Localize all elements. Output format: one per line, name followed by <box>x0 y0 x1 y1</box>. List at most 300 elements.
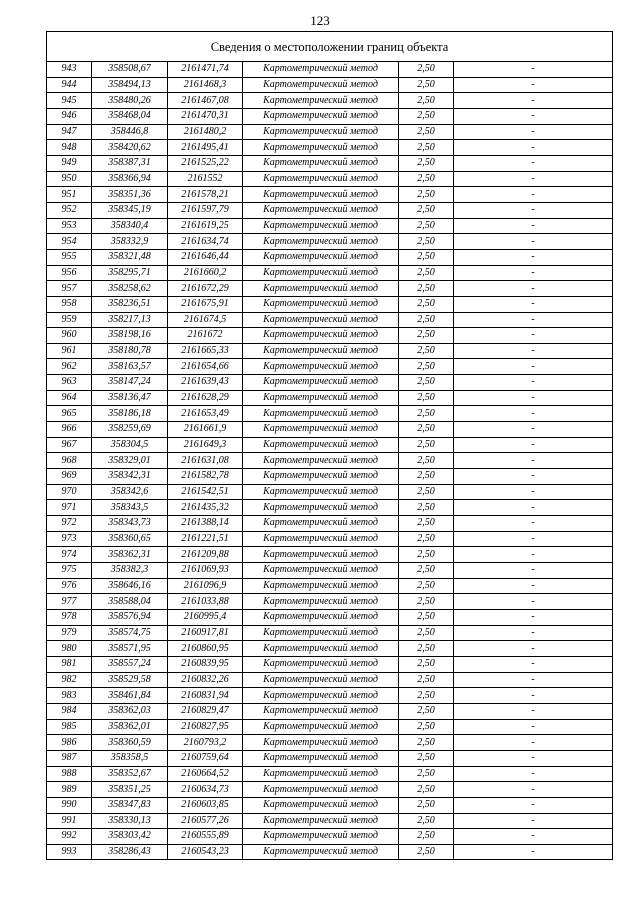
y-coordinate-cell: 2160603,85 <box>168 797 243 813</box>
note-cell: - <box>454 766 613 782</box>
method-cell: Картометрический метод <box>243 171 399 187</box>
accuracy-cell: 2,50 <box>399 265 454 281</box>
accuracy-cell: 2,50 <box>399 312 454 328</box>
point-number-cell: 975 <box>47 563 92 579</box>
accuracy-cell: 2,50 <box>399 703 454 719</box>
note-cell: - <box>454 609 613 625</box>
y-coordinate-cell: 2161634,74 <box>168 234 243 250</box>
method-cell: Картометрический метод <box>243 328 399 344</box>
table-title-row <box>47 32 613 62</box>
point-number-cell: 968 <box>47 453 92 469</box>
note-cell: - <box>454 343 613 359</box>
accuracy-cell: 2,50 <box>399 249 454 265</box>
accuracy-cell: 2,50 <box>399 202 454 218</box>
point-number-cell: 963 <box>47 375 92 391</box>
accuracy-cell: 2,50 <box>399 234 454 250</box>
accuracy-cell: 2,50 <box>399 187 454 203</box>
point-number-cell: 947 <box>47 124 92 140</box>
y-coordinate-cell: 2161468,3 <box>168 77 243 93</box>
y-coordinate-cell: 2161665,33 <box>168 343 243 359</box>
x-coordinate-cell: 358588,04 <box>92 594 168 610</box>
point-number-cell: 949 <box>47 155 92 171</box>
method-cell: Картометрический метод <box>243 265 399 281</box>
table-row <box>47 422 613 438</box>
x-coordinate-cell: 358286,43 <box>92 844 168 860</box>
note-cell: - <box>454 187 613 203</box>
y-coordinate-cell: 2161552 <box>168 171 243 187</box>
table-row <box>47 281 613 297</box>
note-cell: - <box>454 719 613 735</box>
note-cell: - <box>454 296 613 312</box>
method-cell: Картометрический метод <box>243 641 399 657</box>
table-row <box>47 469 613 485</box>
y-coordinate-cell: 2160995,4 <box>168 609 243 625</box>
method-cell: Картометрический метод <box>243 625 399 641</box>
table-row <box>47 390 613 406</box>
y-coordinate-cell: 2161597,79 <box>168 202 243 218</box>
point-number-cell: 952 <box>47 202 92 218</box>
table-row <box>47 265 613 281</box>
method-cell: Картометрический метод <box>243 516 399 532</box>
x-coordinate-cell: 358304,5 <box>92 437 168 453</box>
x-coordinate-cell: 358347,83 <box>92 797 168 813</box>
accuracy-cell: 2,50 <box>399 108 454 124</box>
note-cell: - <box>454 594 613 610</box>
y-coordinate-cell: 2161675,91 <box>168 296 243 312</box>
x-coordinate-cell: 358557,24 <box>92 656 168 672</box>
y-coordinate-cell: 2161069,93 <box>168 563 243 579</box>
note-cell: - <box>454 234 613 250</box>
x-coordinate-cell: 358163,57 <box>92 359 168 375</box>
table-row <box>47 187 613 203</box>
accuracy-cell: 2,50 <box>399 171 454 187</box>
method-cell: Картометрический метод <box>243 343 399 359</box>
x-coordinate-cell: 358387,31 <box>92 155 168 171</box>
method-cell: Картометрический метод <box>243 108 399 124</box>
y-coordinate-cell: 2160832,26 <box>168 672 243 688</box>
point-number-cell: 992 <box>47 829 92 845</box>
x-coordinate-cell: 358360,65 <box>92 531 168 547</box>
table-row <box>47 328 613 344</box>
method-cell: Картометрический метод <box>243 124 399 140</box>
point-number-cell: 983 <box>47 688 92 704</box>
y-coordinate-cell: 2161661,9 <box>168 422 243 438</box>
y-coordinate-cell: 2161672,29 <box>168 281 243 297</box>
y-coordinate-cell: 2160839,95 <box>168 656 243 672</box>
x-coordinate-cell: 358330,13 <box>92 813 168 829</box>
x-coordinate-cell: 358382,3 <box>92 563 168 579</box>
accuracy-cell: 2,50 <box>399 531 454 547</box>
note-cell: - <box>454 797 613 813</box>
method-cell: Картометрический метод <box>243 688 399 704</box>
table-row <box>47 77 613 93</box>
x-coordinate-cell: 358340,4 <box>92 218 168 234</box>
method-cell: Картометрический метод <box>243 719 399 735</box>
x-coordinate-cell: 358342,31 <box>92 469 168 485</box>
x-coordinate-cell: 358329,01 <box>92 453 168 469</box>
method-cell: Картометрический метод <box>243 609 399 625</box>
accuracy-cell: 2,50 <box>399 140 454 156</box>
note-cell: - <box>454 782 613 798</box>
note-cell: - <box>454 563 613 579</box>
method-cell: Картометрический метод <box>243 140 399 156</box>
point-number-cell: 969 <box>47 469 92 485</box>
method-cell: Картометрический метод <box>243 281 399 297</box>
accuracy-cell: 2,50 <box>399 688 454 704</box>
x-coordinate-cell: 358360,59 <box>92 735 168 751</box>
y-coordinate-cell: 2160831,94 <box>168 688 243 704</box>
note-cell: - <box>454 249 613 265</box>
table-row <box>47 703 613 719</box>
note-cell: - <box>454 77 613 93</box>
note-cell: - <box>454 328 613 344</box>
point-number-cell: 971 <box>47 500 92 516</box>
note-cell: - <box>454 218 613 234</box>
accuracy-cell: 2,50 <box>399 328 454 344</box>
table-row <box>47 813 613 829</box>
note-cell: - <box>454 484 613 500</box>
table-row <box>47 62 613 78</box>
note-cell: - <box>454 735 613 751</box>
y-coordinate-cell: 2160634,73 <box>168 782 243 798</box>
table-row <box>47 563 613 579</box>
y-coordinate-cell: 2161654,66 <box>168 359 243 375</box>
method-cell: Картометрический метод <box>243 469 399 485</box>
table-row <box>47 797 613 813</box>
table-row <box>47 516 613 532</box>
method-cell: Картометрический метод <box>243 422 399 438</box>
point-number-cell: 960 <box>47 328 92 344</box>
point-number-cell: 970 <box>47 484 92 500</box>
note-cell: - <box>454 422 613 438</box>
table-row <box>47 108 613 124</box>
y-coordinate-cell: 2160827,95 <box>168 719 243 735</box>
y-coordinate-cell: 2161495,41 <box>168 140 243 156</box>
accuracy-cell: 2,50 <box>399 844 454 860</box>
y-coordinate-cell: 2160555,89 <box>168 829 243 845</box>
y-coordinate-cell: 2161653,49 <box>168 406 243 422</box>
point-number-cell: 965 <box>47 406 92 422</box>
accuracy-cell: 2,50 <box>399 453 454 469</box>
y-coordinate-cell: 2161221,51 <box>168 531 243 547</box>
table-row <box>47 782 613 798</box>
point-number-cell: 943 <box>47 62 92 78</box>
y-coordinate-cell: 2161578,21 <box>168 187 243 203</box>
table-row <box>47 829 613 845</box>
method-cell: Картометрический метод <box>243 390 399 406</box>
x-coordinate-cell: 358259,69 <box>92 422 168 438</box>
x-coordinate-cell: 358366,94 <box>92 171 168 187</box>
table-row <box>47 312 613 328</box>
point-number-cell: 951 <box>47 187 92 203</box>
y-coordinate-cell: 2161096,9 <box>168 578 243 594</box>
note-cell: - <box>454 578 613 594</box>
method-cell: Картометрический метод <box>243 484 399 500</box>
accuracy-cell: 2,50 <box>399 281 454 297</box>
table-row <box>47 844 613 860</box>
point-number-cell: 990 <box>47 797 92 813</box>
accuracy-cell: 2,50 <box>399 62 454 78</box>
note-cell: - <box>454 155 613 171</box>
note-cell: - <box>454 829 613 845</box>
method-cell: Картометрический метод <box>243 829 399 845</box>
table-row <box>47 531 613 547</box>
table-row <box>47 124 613 140</box>
point-number-cell: 945 <box>47 93 92 109</box>
point-number-cell: 961 <box>47 343 92 359</box>
point-number-cell: 966 <box>47 422 92 438</box>
page-number: 123 <box>310 13 330 28</box>
y-coordinate-cell: 2161470,31 <box>168 108 243 124</box>
accuracy-cell: 2,50 <box>399 609 454 625</box>
note-cell: - <box>454 703 613 719</box>
point-number-cell: 955 <box>47 249 92 265</box>
accuracy-cell: 2,50 <box>399 750 454 766</box>
accuracy-cell: 2,50 <box>399 719 454 735</box>
note-cell: - <box>454 813 613 829</box>
method-cell: Картометрический метод <box>243 312 399 328</box>
x-coordinate-cell: 358571,95 <box>92 641 168 657</box>
method-cell: Картометрический метод <box>243 249 399 265</box>
y-coordinate-cell: 2160759,64 <box>168 750 243 766</box>
note-cell: - <box>454 375 613 391</box>
accuracy-cell: 2,50 <box>399 547 454 563</box>
point-number-cell: 977 <box>47 594 92 610</box>
x-coordinate-cell: 358345,19 <box>92 202 168 218</box>
table-row <box>47 641 613 657</box>
method-cell: Картометрический метод <box>243 797 399 813</box>
note-cell: - <box>454 641 613 657</box>
note-cell: - <box>454 108 613 124</box>
method-cell: Картометрический метод <box>243 202 399 218</box>
x-coordinate-cell: 358303,42 <box>92 829 168 845</box>
accuracy-cell: 2,50 <box>399 735 454 751</box>
note-cell: - <box>454 124 613 140</box>
note-cell: - <box>454 469 613 485</box>
method-cell: Картометрический метод <box>243 155 399 171</box>
method-cell: Картометрический метод <box>243 531 399 547</box>
y-coordinate-cell: 2161639,43 <box>168 375 243 391</box>
table-row <box>47 375 613 391</box>
method-cell: Картометрический метод <box>243 672 399 688</box>
point-number-cell: 987 <box>47 750 92 766</box>
table-row <box>47 766 613 782</box>
x-coordinate-cell: 358358,5 <box>92 750 168 766</box>
y-coordinate-cell: 2161628,29 <box>168 390 243 406</box>
accuracy-cell: 2,50 <box>399 406 454 422</box>
note-cell: - <box>454 844 613 860</box>
accuracy-cell: 2,50 <box>399 563 454 579</box>
y-coordinate-cell: 2161619,25 <box>168 218 243 234</box>
table-row <box>47 625 613 641</box>
table-row <box>47 437 613 453</box>
point-number-cell: 980 <box>47 641 92 657</box>
y-coordinate-cell: 2160860,95 <box>168 641 243 657</box>
table-row <box>47 578 613 594</box>
table-row <box>47 140 613 156</box>
table-row <box>47 202 613 218</box>
point-number-cell: 959 <box>47 312 92 328</box>
y-coordinate-cell: 2160543,23 <box>168 844 243 860</box>
note-cell: - <box>454 688 613 704</box>
boundary-coordinates-table <box>46 31 613 860</box>
note-cell: - <box>454 202 613 218</box>
note-cell: - <box>454 390 613 406</box>
x-coordinate-cell: 358646,16 <box>92 578 168 594</box>
x-coordinate-cell: 358236,51 <box>92 296 168 312</box>
method-cell: Картометрический метод <box>243 218 399 234</box>
accuracy-cell: 2,50 <box>399 797 454 813</box>
table-row <box>47 406 613 422</box>
method-cell: Картометрический метод <box>243 406 399 422</box>
point-number-cell: 979 <box>47 625 92 641</box>
note-cell: - <box>454 62 613 78</box>
y-coordinate-cell: 2161674,5 <box>168 312 243 328</box>
accuracy-cell: 2,50 <box>399 484 454 500</box>
note-cell: - <box>454 93 613 109</box>
point-number-cell: 962 <box>47 359 92 375</box>
note-cell: - <box>454 750 613 766</box>
accuracy-cell: 2,50 <box>399 124 454 140</box>
accuracy-cell: 2,50 <box>399 390 454 406</box>
note-cell: - <box>454 281 613 297</box>
point-number-cell: 984 <box>47 703 92 719</box>
accuracy-cell: 2,50 <box>399 516 454 532</box>
method-cell: Картометрический метод <box>243 93 399 109</box>
accuracy-cell: 2,50 <box>399 829 454 845</box>
note-cell: - <box>454 437 613 453</box>
note-cell: - <box>454 453 613 469</box>
y-coordinate-cell: 2161033,88 <box>168 594 243 610</box>
accuracy-cell: 2,50 <box>399 641 454 657</box>
x-coordinate-cell: 358362,03 <box>92 703 168 719</box>
x-coordinate-cell: 358494,13 <box>92 77 168 93</box>
method-cell: Картометрический метод <box>243 578 399 594</box>
table-row <box>47 249 613 265</box>
y-coordinate-cell: 2160917,81 <box>168 625 243 641</box>
note-cell: - <box>454 656 613 672</box>
point-number-cell: 974 <box>47 547 92 563</box>
note-cell: - <box>454 171 613 187</box>
table-row <box>47 296 613 312</box>
method-cell: Картометрический метод <box>243 234 399 250</box>
table-row <box>47 547 613 563</box>
accuracy-cell: 2,50 <box>399 672 454 688</box>
method-cell: Картометрический метод <box>243 500 399 516</box>
point-number-cell: 985 <box>47 719 92 735</box>
method-cell: Картометрический метод <box>243 359 399 375</box>
point-number-cell: 950 <box>47 171 92 187</box>
point-number-cell: 967 <box>47 437 92 453</box>
table-row <box>47 359 613 375</box>
x-coordinate-cell: 358362,01 <box>92 719 168 735</box>
accuracy-cell: 2,50 <box>399 155 454 171</box>
point-number-cell: 948 <box>47 140 92 156</box>
method-cell: Картометрический метод <box>243 703 399 719</box>
accuracy-cell: 2,50 <box>399 469 454 485</box>
x-coordinate-cell: 358343,73 <box>92 516 168 532</box>
x-coordinate-cell: 358508,67 <box>92 62 168 78</box>
table-row <box>47 750 613 766</box>
x-coordinate-cell: 358480,26 <box>92 93 168 109</box>
x-coordinate-cell: 358342,6 <box>92 484 168 500</box>
method-cell: Картометрический метод <box>243 656 399 672</box>
note-cell: - <box>454 531 613 547</box>
note-cell: - <box>454 625 613 641</box>
accuracy-cell: 2,50 <box>399 343 454 359</box>
y-coordinate-cell: 2161542,51 <box>168 484 243 500</box>
table-row <box>47 155 613 171</box>
method-cell: Картометрический метод <box>243 375 399 391</box>
y-coordinate-cell: 2160577,26 <box>168 813 243 829</box>
point-number-cell: 956 <box>47 265 92 281</box>
x-coordinate-cell: 358295,71 <box>92 265 168 281</box>
accuracy-cell: 2,50 <box>399 375 454 391</box>
y-coordinate-cell: 2161525,22 <box>168 155 243 171</box>
point-number-cell: 981 <box>47 656 92 672</box>
y-coordinate-cell: 2161471,74 <box>168 62 243 78</box>
table-body <box>47 62 613 860</box>
x-coordinate-cell: 358352,67 <box>92 766 168 782</box>
point-number-cell: 953 <box>47 218 92 234</box>
table-row <box>47 484 613 500</box>
x-coordinate-cell: 358198,16 <box>92 328 168 344</box>
x-coordinate-cell: 358186,18 <box>92 406 168 422</box>
y-coordinate-cell: 2161646,44 <box>168 249 243 265</box>
table-row <box>47 500 613 516</box>
x-coordinate-cell: 358217,13 <box>92 312 168 328</box>
point-number-cell: 978 <box>47 609 92 625</box>
table-row <box>47 93 613 109</box>
table-row <box>47 218 613 234</box>
note-cell: - <box>454 547 613 563</box>
accuracy-cell: 2,50 <box>399 782 454 798</box>
table-row <box>47 343 613 359</box>
point-number-cell: 972 <box>47 516 92 532</box>
accuracy-cell: 2,50 <box>399 93 454 109</box>
point-number-cell: 973 <box>47 531 92 547</box>
x-coordinate-cell: 358529,58 <box>92 672 168 688</box>
table-title: Сведения о местоположении границ объекта <box>47 32 613 62</box>
point-number-cell: 944 <box>47 77 92 93</box>
table-row <box>47 609 613 625</box>
accuracy-cell: 2,50 <box>399 359 454 375</box>
point-number-cell: 957 <box>47 281 92 297</box>
method-cell: Картометрический метод <box>243 594 399 610</box>
x-coordinate-cell: 358136,47 <box>92 390 168 406</box>
method-cell: Картометрический метод <box>243 782 399 798</box>
x-coordinate-cell: 358321,48 <box>92 249 168 265</box>
point-number-cell: 991 <box>47 813 92 829</box>
note-cell: - <box>454 359 613 375</box>
table-row <box>47 735 613 751</box>
method-cell: Картометрический метод <box>243 813 399 829</box>
y-coordinate-cell: 2160664,52 <box>168 766 243 782</box>
point-number-cell: 986 <box>47 735 92 751</box>
note-cell: - <box>454 140 613 156</box>
note-cell: - <box>454 312 613 328</box>
accuracy-cell: 2,50 <box>399 766 454 782</box>
y-coordinate-cell: 2161467,08 <box>168 93 243 109</box>
accuracy-cell: 2,50 <box>399 437 454 453</box>
y-coordinate-cell: 2161209,88 <box>168 547 243 563</box>
y-coordinate-cell: 2161649,3 <box>168 437 243 453</box>
table-row <box>47 171 613 187</box>
method-cell: Картометрический метод <box>243 296 399 312</box>
x-coordinate-cell: 358332,9 <box>92 234 168 250</box>
point-number-cell: 976 <box>47 578 92 594</box>
y-coordinate-cell: 2161660,2 <box>168 265 243 281</box>
